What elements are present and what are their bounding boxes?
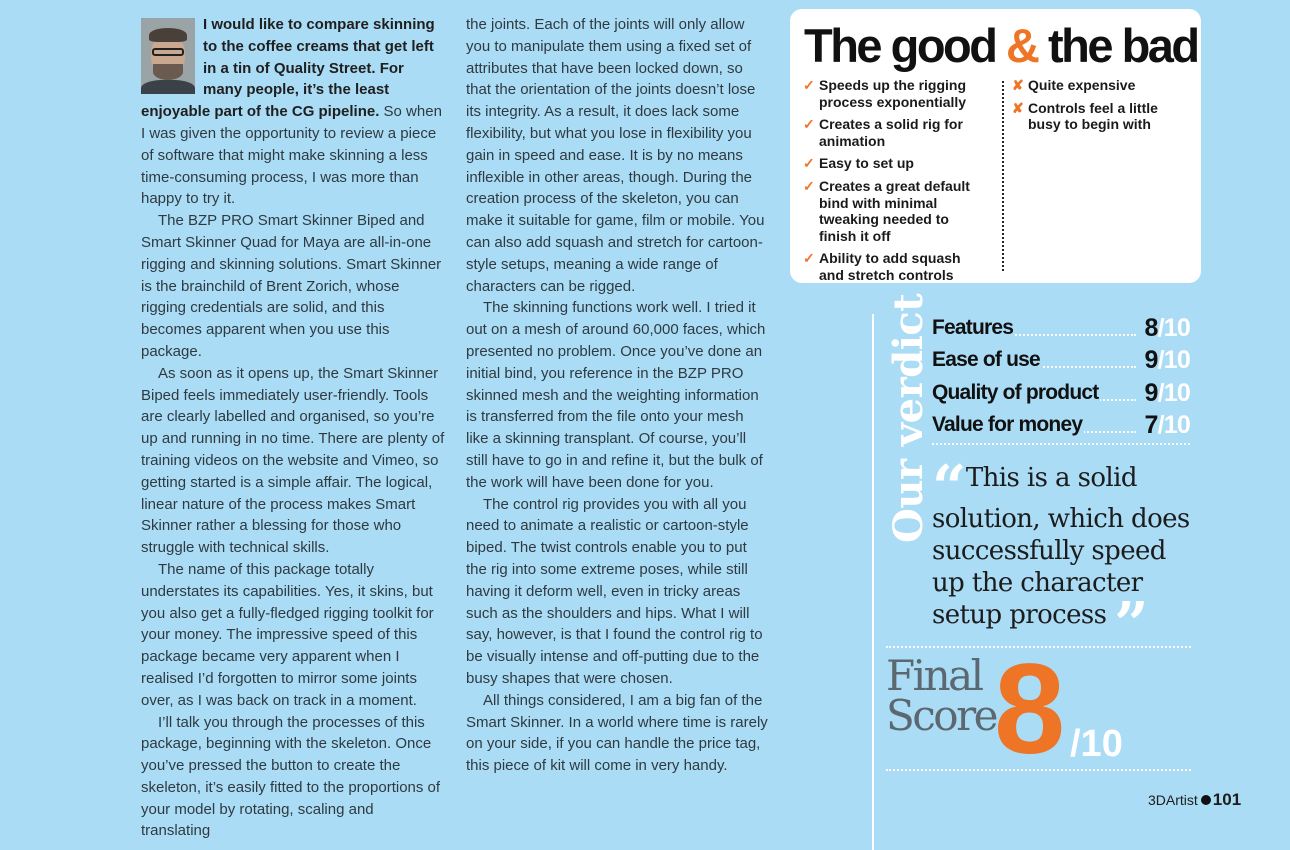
bad-list [1012, 77, 1192, 139]
final-score-denominator: /10 [1070, 723, 1123, 765]
good-item: ✓ Speeds up the rigging process exponentially [803, 77, 967, 110]
rating-name: Value for money [932, 413, 1083, 436]
bullet-icon [1201, 795, 1211, 805]
body-paragraph: The BZP PRO Smart Skinner Biped and Smart Skinner Quad for Maya are all-in-one rigging and skinning solutions. Smart Skinner is the brainchild of Brent Zorich, whose rigging credentials are solid, and this becomes apparent when you use this package. [141, 212, 442, 360]
good-bad-box [790, 9, 1201, 283]
author-photo [141, 18, 195, 94]
rating-name: Quality of product [932, 381, 1099, 404]
quote-text: This is a solid solution, which does successfully speed up the character setup process [932, 463, 1190, 630]
final-divider [886, 769, 1191, 771]
body-paragraph: All things considered, I am a big fan of the Smart Skinner. In a world where time is rarely on your side, if you can handle the price tag, this piece of kit will come in very handy. [466, 691, 768, 775]
open-quote-icon: “ [932, 453, 966, 523]
page-folio [1148, 790, 1241, 810]
article-column-1 [141, 14, 445, 842]
rating-score: 9/10 [1144, 379, 1190, 407]
body-paragraph: As soon as it opens up, the Smart Skinner Biped feels immediately user-friendly. Tools are clearly labelled and organised, so you’re up and running in no time. There are plenty of training videos on the website and Vimeo, so getting started is a simple affair. The logical, linear nature of the process makes Smart Skinner rather a blessing for those who struggle with technical skills. [141, 364, 445, 557]
check-icon: ✓ [803, 116, 815, 133]
verdict-divider-line [872, 314, 874, 850]
check-icon: ✓ [803, 77, 815, 93]
body-paragraph-continued: the joints. Each of the joints will only allow you to manipulate them using a fixed set of attributes that have been locked down, so that the orientation of the joints doesn’t lose its integrity. As a result, it does lack some flexibility, but what you lose in flexibility you gain in speed and ease. It is by no means inflexible in other areas, though. During the creation process of the skeleton, you can make it suitable for game, film or mobile. You can also add squash and stretch for cartoon-style setups, meaning a wide range of characters can be rigged. [466, 16, 765, 295]
rating-row [932, 314, 1190, 344]
check-icon: ✓ [803, 177, 815, 194]
lead-text: So when I was given the opportunity to review a piece of software that might make skinning a less time-consuming process, I was more than happy to try it. [141, 103, 442, 208]
rating-row [932, 346, 1190, 376]
cross-icon: ✘ [1012, 99, 1024, 116]
good-bad-title: The good & the bad [804, 19, 1198, 72]
close-quote-icon: ” [1114, 590, 1148, 660]
rating-name: Features [932, 316, 1014, 339]
cross-icon: ✘ [1012, 77, 1024, 93]
ratings-divider [932, 443, 1190, 445]
bad-item: ✘ Controls feel a little busy to begin with [1012, 99, 1158, 133]
article-column-2 [466, 14, 770, 777]
rating-name: Ease of use [932, 348, 1040, 371]
rating-row [932, 379, 1190, 409]
lead-bold-text: I would like to compare skinning to the coffee creams that get left in a tin of Quality Street. For many people, it’s the least enjoyable part of the CG pipeline. [141, 16, 435, 121]
rating-score: 7/10 [1144, 411, 1190, 439]
good-item: ✓ Easy to set up [803, 155, 914, 172]
page-number: 101 [1212, 790, 1242, 809]
check-icon: ✓ [803, 250, 815, 267]
rating-row [932, 411, 1190, 441]
rating-score: 9/10 [1144, 346, 1190, 374]
column-divider [1002, 81, 1004, 271]
rating-score: 8/10 [1144, 314, 1190, 342]
good-item: ✓ Creates a solid rig for animation [803, 116, 963, 149]
check-icon: ✓ [803, 155, 815, 172]
verdict-label: Our verdict [885, 293, 932, 543]
verdict-quote [932, 453, 1192, 660]
final-score-value: 8 [994, 638, 1062, 781]
body-paragraph: The name of this package totally understates its capabilities. Yes, it skins, but you also get a fully-fledged rigging toolkit for your money. The impressive speed of this package became very apparent when I realised I’d forgotten to mirror some joints over, as I was back on track in a moment. [141, 560, 434, 709]
magazine-name: 3DArtist [1148, 792, 1198, 808]
ampersand: & [1006, 19, 1038, 72]
good-item: ✓ Creates a great default bind with minimal tweaking needed to finish it off [803, 177, 970, 244]
body-paragraph: I’ll talk you through the processes of this package, beginning with the skeleton. Once you’ve pressed the button to create the skeleton, it’s easily fitted to the proportions of your model by rotating, scaling and translating [141, 713, 441, 840]
final-score-label: Final Score [886, 651, 997, 740]
body-paragraph: The skinning functions work well. I tried it out on a mesh of around 60,000 faces, which presented no problem. Once you’ve done an initial bind, you reference in the BZP PRO skinned mesh and the weighting information is transferred from the file onto your mesh like a skinning transplant. Of course, you’ll still have to go in and refine it, but the bulk of the work will have been done for you. [466, 299, 766, 491]
body-paragraph: The control rig provides you with all you need to animate a realistic or cartoon-style biped. The twist controls enable you to put the rig into some extreme poses, while still having it deform well, even in tricky areas such as the shoulders and hips. What I will say, however, is that I found the control rig to be visually intense and off-putting due to the busy shapes that were chosen. [466, 495, 763, 687]
good-list [803, 77, 983, 290]
bad-item: ✘ Quite expensive [1012, 77, 1136, 93]
good-item: ✓ Ability to add squash and stretch controls [803, 250, 961, 283]
